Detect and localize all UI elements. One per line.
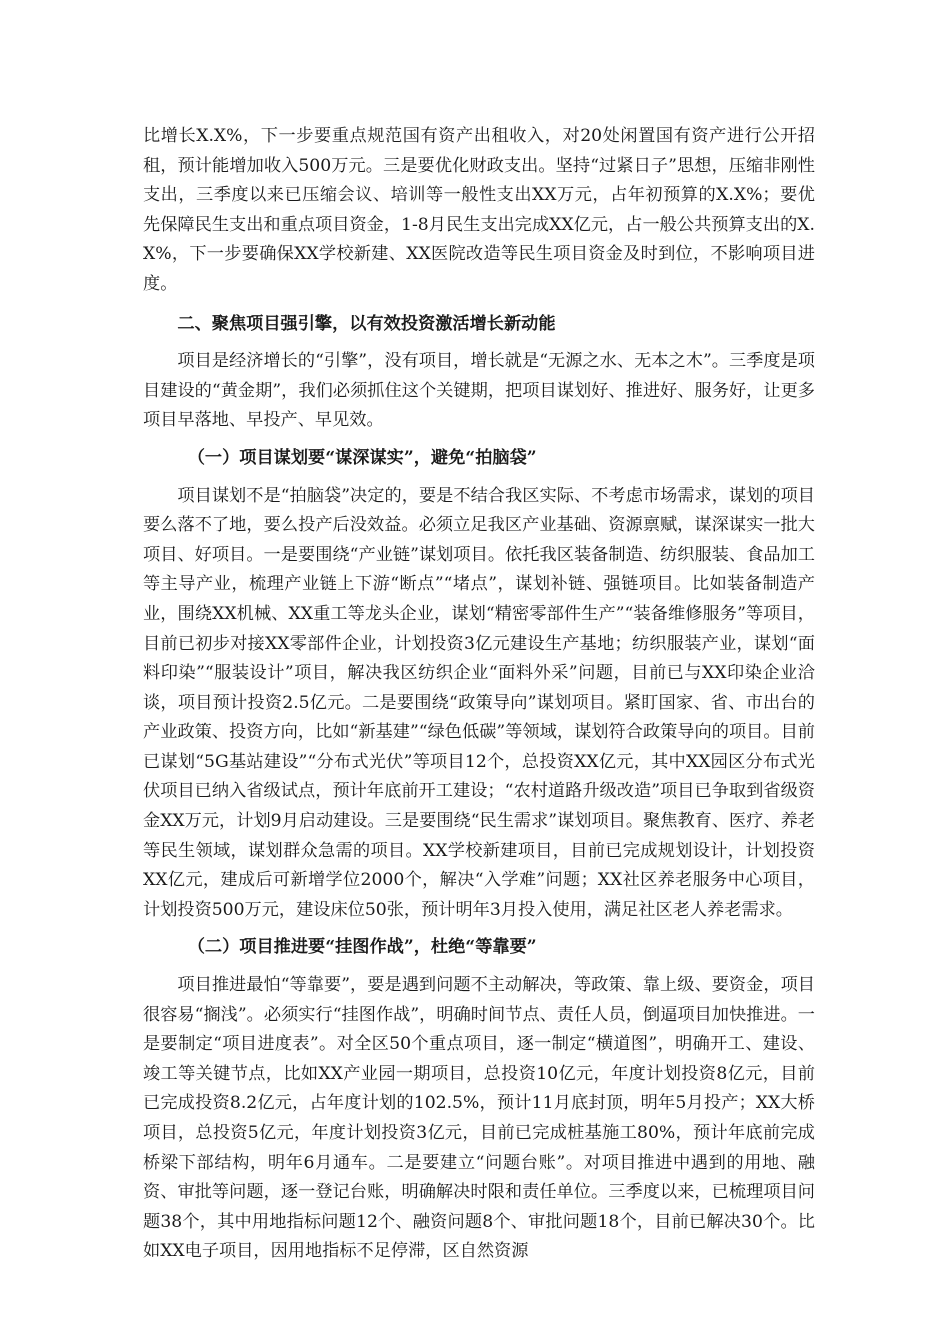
- section-heading-projects: 二、聚焦项目强引擎，以有效投资激活增长新动能: [177, 313, 556, 334]
- paragraph-project-planning: 项目谋划不是“拍脑袋”决定的，要是不结合我区实际、不考虑市场需求，谋划的项目要么落不了地，要么投产后没效益。必须立足我区产业基础、资源禀赋，谋深谋实一批大项目、好项目。一是要围绕“产业链”谋划项目。依托我区装备制造、纺织服装、食品加工等主导产业，梳理产业链上下游“断点”“堵点”，谋划补链、强链项目。比如装备制造产业，围绕XX机械、XX重工等龙头企业，谋划“精密零部件生产”“装备维修服务”等项目，目前已初步对接XX零部件企业，计划投资3亿元建设生产基地；纺织服装产业，谋划“面料印染”“服装设计”项目，解决我区纺织企业“面料外采”问题，目前已与XX印染企业洽谈，项目预计投资2.5亿元。二是要围绕“政策导向”谋划项目。紧盯国家、省、市出台的产业政策、投资方向，比如“新基建”“绿色低碳”等领域，谋划符合政策导向的项目。目前已谋划“5G基站建设”“分布式光伏”等项目12个，总投资XX亿元，其中XX园区分布式光伏项目已纳入省级试点，预计年底前开工建设；“农村道路升级改造”项目已争取到省级资金XX万元，计划9月启动建设。三是要围绕“民生需求”谋划项目。聚焦教育、医疗、养老等民生领域，谋划群众急需的项目。XX学校新建项目，目前已完成规划设计，计划投资XX亿元，建成后可新增学位2000个，解决“入学难”问题；XX社区养老服务中心项目，计划投资500万元，建设床位50张，预计明年3月投入使用，满足社区老人养老需求。: [143, 485, 815, 920]
- subsection-heading-progress: （二）项目推进要“挂图作战”，杜绝“等靠要”: [187, 937, 537, 958]
- document-page: [143, 122, 815, 1267]
- spacer: [143, 963, 815, 971]
- spacer: [143, 339, 815, 347]
- spacer: [143, 436, 815, 444]
- paragraph-fiscal-continued: 比增长X.X%，下一步要重点规范国有资产出租收入，对20处闲置国有资产进行公开招租，预计能增加收入500万元。三是要优化财政支出。坚持“过紧日子”思想，压缩非刚性支出，三季度以来已压缩会议、培训等一般性支出XX万元，占年初预算的X.X%；要优先保障民生支出和重点项目资金，1-8月民生支出完成XX亿元，占一般公共预算支出的X.X%，下一步要确保XX学校新建、XX医院改造等民生项目资金及时到位，不影响项目进度。: [143, 126, 815, 294]
- spacer: [143, 925, 815, 933]
- spacer: [143, 300, 815, 310]
- paragraph-projects-intro: 项目是经济增长的“引擎”，没有项目，增长就是“无源之水、无本之木”。三季度是项目建设的“黄金期”，我们必须抓住这个关键期，把项目谋划好、推进好、服务好，让更多项目早落地、早投产、早见效。: [143, 351, 815, 431]
- spacer: [143, 474, 815, 482]
- subsection-heading-planning: （一）项目谋划要“谋深谋实”，避免“拍脑袋”: [187, 447, 537, 468]
- paragraph-project-progress: 项目推进最怕“等靠要”，要是遇到问题不主动解决，等政策、靠上级、要资金，项目很容易“搁浅”。必须实行“挂图作战”，明确时间节点、责任人员，倒逼项目加快推进。一是要制定“项目进度表”。对全区50个重点项目，逐一制定“横道图”，明确开工、建设、竣工等关键节点，比如XX产业园一期项目，总投资10亿元，年度计划投资8亿元，目前已完成投资8.2亿元，占年度计划的102.5%，预计11月底封顶，明年5月投产；XX大桥项目，总投资5亿元，年度计划投资3亿元，目前已完成桩基施工80%，预计年底前完成桥梁下部结构，明年6月通车。二是要建立“问题台账”。对项目推进中遇到的用地、融资、审批等问题，逐一登记台账，明确解决时限和责任单位。三季度以来，已梳理项目问题38个，其中用地指标问题12个、融资问题8个、审批问题18个，目前已解决30个。比如XX电子项目，因用地指标不足停滞，区自然资源: [143, 975, 815, 1262]
